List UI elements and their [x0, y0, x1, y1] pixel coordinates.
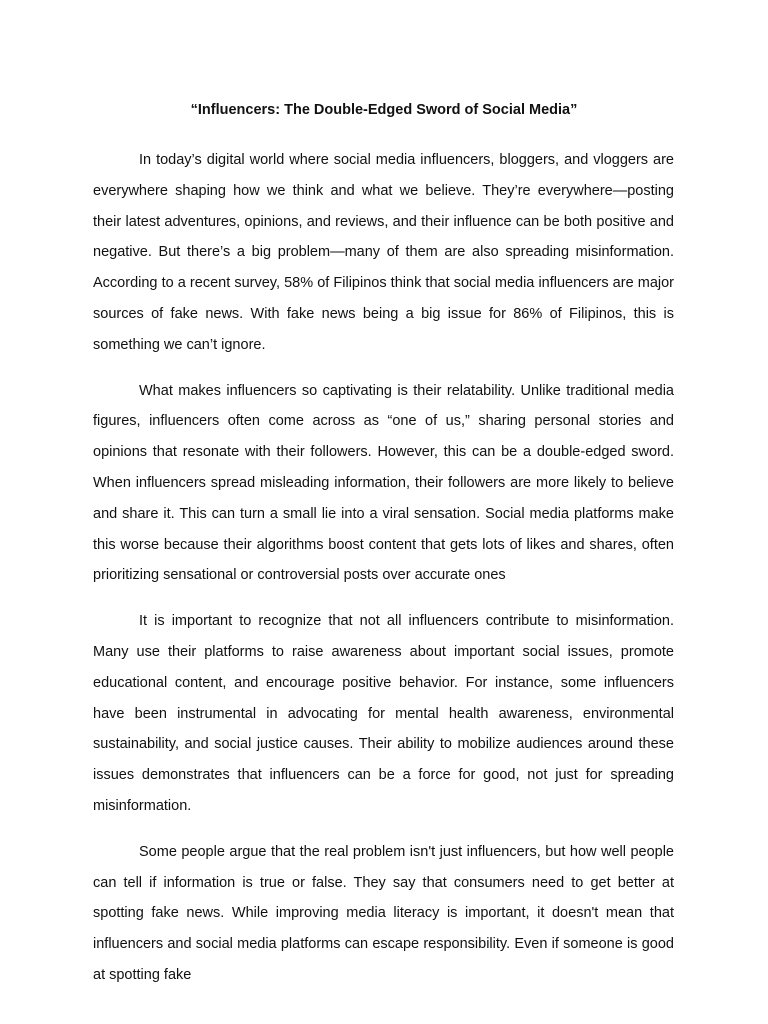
paragraph-1: In today’s digital world where social media influencers, bloggers, and vloggers are everywhere shaping how we think and what we believe. They’re everywhere—posting their latest adventures, opinions, and reviews, and their influence can be both positive and negative. But there’s a big problem—many of them are also spreading misinformation. According to a recent survey, 58% of Filipinos think that social media influencers are major sources of fake news. With fake news being a big issue for 86% of Filipinos, this is something we can’t ignore.: [93, 152, 674, 353]
document-body: [93, 145, 674, 1006]
paragraph-3: It is important to recognize that not all influencers contribute to misinformation. Many use their platforms to raise awareness about important social issues, promote educational content, and encourage positive behavior. For instance, some influencers have been instrumental in advocating for mental health awareness, environmental sustainability, and social justice causes. Their ability to mobilize audiences around these issues demonstrates that influencers can be a force for good, not just for spreading misinformation.: [93, 613, 674, 814]
paragraph-4: Some people argue that the real problem isn't just influencers, but how well people can tell if information is true or false. They say that consumers need to get better at spotting fake news. While improving media literacy is important, it doesn't mean that influencers and social media platforms can escape responsibility. Even if someone is good at spotting fake: [93, 843, 674, 983]
document-title: “Influencers: The Double-Edged Sword of Social Media”: [190, 102, 578, 118]
paragraph-2: What makes influencers so captivating is their relatability. Unlike traditional media figures, influencers often come across as “one of us,” sharing personal stories and opinions that resonate with their followers. However, this can be a double-edged sword. When influencers spread misleading information, their followers are more likely to believe and share it. This can turn a small lie into a viral sensation. Social media platforms make this worse because their algorithms boost content that gets lots of likes and shares, often prioritizing sensational or controversial posts over accurate ones: [93, 382, 674, 584]
